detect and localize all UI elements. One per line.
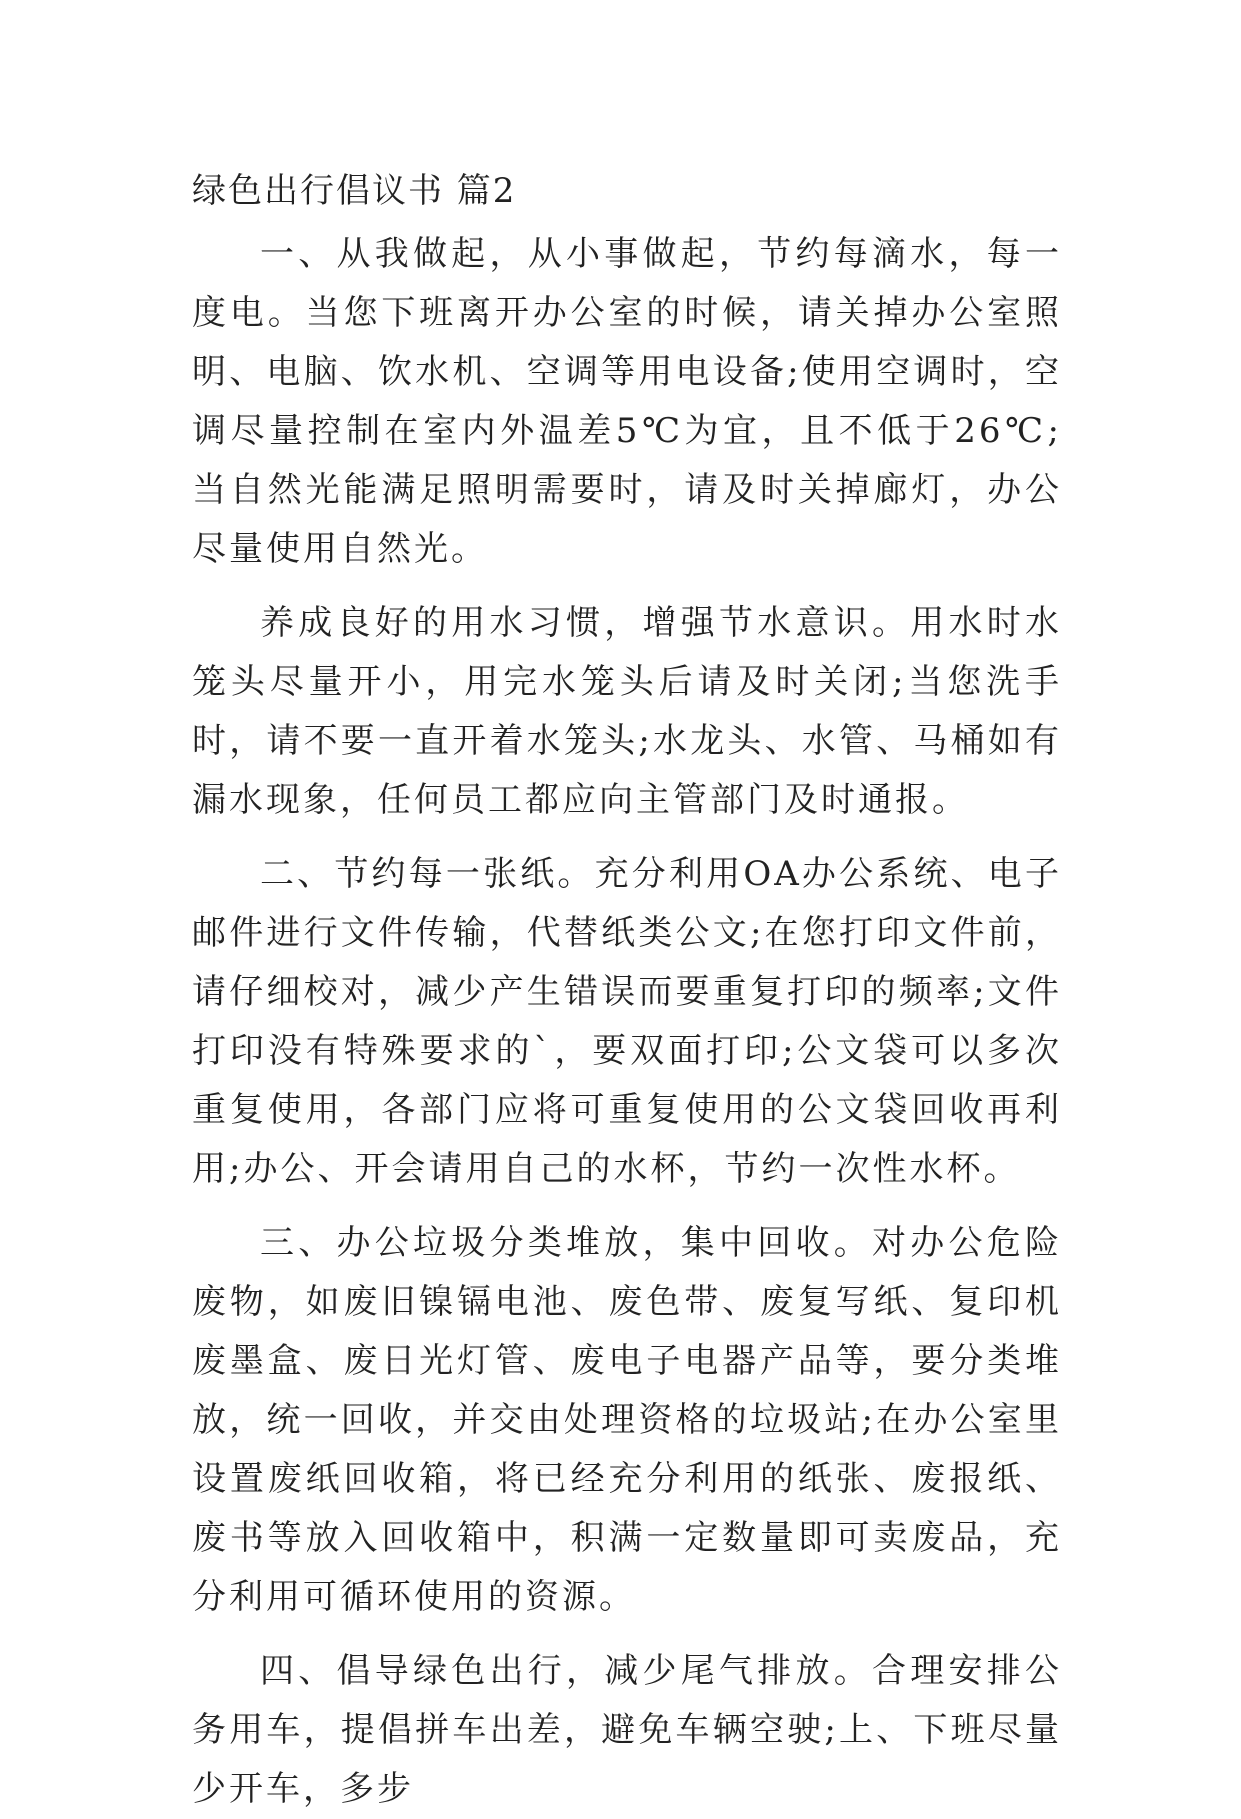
paragraph-3: 二、节约每一张纸。充分利用OA办公系统、电子邮件进行文件传输，代替纸类公文;在您打印文件前，请仔细校对，减少产生错误而要重复打印的频率;文件打印没有特殊要求的`，要双面打印;公文袋可以多次重复使用，各部门应将可重复使用的公文袋回收再利用;办公、开会请用自己的水杯，节约一次性水杯。 xyxy=(192,854,1062,1189)
document-title: 绿色出行倡议书 篇2 xyxy=(192,171,517,211)
paragraph-1: 一、从我做起，从小事做起，节约每滴水，每一度电。当您下班离开办公室的时候，请关掉办公室照明、电脑、饮水机、空调等用电设备;使用空调时，空调尽量控制在室内外温差5℃为宜，且不低于26℃;当自然光能满足照明需要时，请及时关掉廊灯，办公尽量使用自然光。 xyxy=(192,234,1062,569)
paragraph-4: 三、办公垃圾分类堆放，集中回收。对办公危险废物，如废旧镍镉电池、废色带、废复写纸、复印机废墨盒、废日光灯管、废电子电器产品等，要分类堆放，统一回收，并交由处理资格的垃圾站;在办公室里设置废纸回收箱，将已经充分利用的纸张、废报纸、废书等放入回收箱中，积满一定数量即可卖废品，充分利用可循环使用的资源。 xyxy=(192,1223,1062,1617)
paragraph-2: 养成良好的用水习惯，增强节水意识。用水时水笼头尽量开小，用完水笼头后请及时关闭;当您洗手时，请不要一直开着水笼头;水龙头、水管、马桶如有漏水现象，任何员工都应向主管部门及时通报。 xyxy=(192,603,1062,820)
paragraph-5: 四、倡导绿色出行，减少尾气排放。合理安排公务用车，提倡拼车出差，避免车辆空驶;上、下班尽量少开车，多步 xyxy=(192,1651,1062,1809)
document-body xyxy=(192,162,1062,1819)
